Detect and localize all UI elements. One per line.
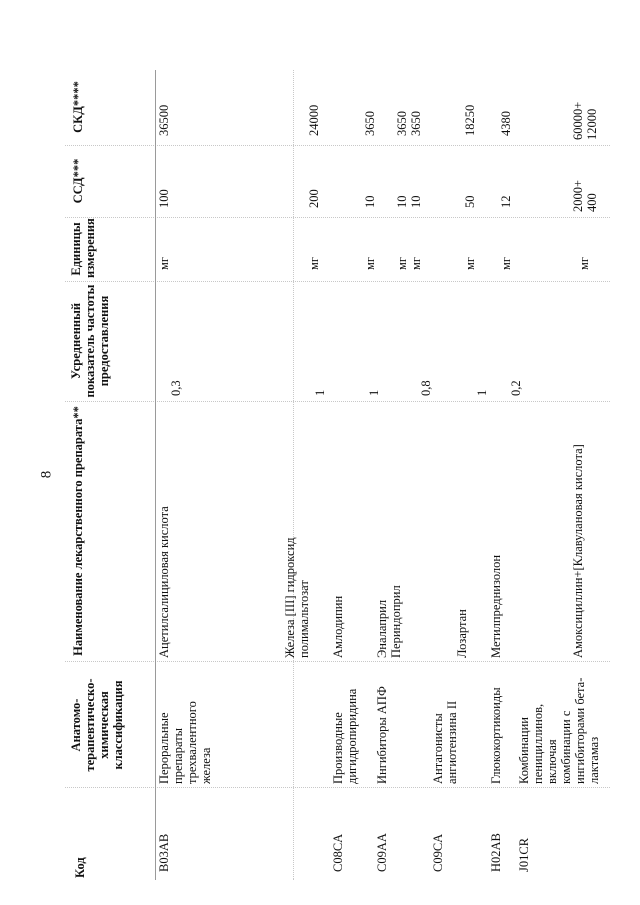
header-unit: Единицы измерения <box>69 218 97 278</box>
row-frequency: 1 <box>367 389 381 396</box>
row-unit: мг <box>363 256 377 270</box>
row-skd: 24000 <box>307 104 321 136</box>
row-unit: мг <box>499 256 513 270</box>
drug-table <box>65 70 610 880</box>
header-drug: Наименование лекарственного препарата** <box>71 406 85 656</box>
row-code: J01CR <box>517 837 531 872</box>
row-drug-name: Эналаприл <box>375 599 389 658</box>
header-skd: СКД**** <box>71 81 85 133</box>
row-skd: 4380 <box>499 111 513 136</box>
row-frequency: 1 <box>313 389 327 396</box>
row-skd: 3650 <box>363 111 377 136</box>
row-ssd: 100 <box>157 189 171 208</box>
row-unit: мг <box>307 256 321 270</box>
header-code: Код <box>73 857 87 878</box>
row-drug-name: Метилпреднизолон <box>489 554 503 658</box>
page-number: 8 <box>38 470 55 479</box>
row-unit: мг <box>409 256 423 270</box>
row-frequency: 0,8 <box>419 380 433 396</box>
row-frequency: 0,3 <box>169 380 183 396</box>
header-atc: Анатомо-терапевтическо-химическая классификация <box>69 678 125 772</box>
row-unit: мг <box>395 256 409 270</box>
row-code: C09AA <box>375 833 389 872</box>
row-classification: Ингибиторы АПФ <box>375 686 389 784</box>
row-classification: Производные дигидропиридина <box>331 688 359 784</box>
row-skd: 18250 <box>463 104 477 136</box>
row-unit: мг <box>157 256 171 270</box>
row-frequency: 0,2 <box>509 380 523 396</box>
row-code: B03AB <box>157 833 171 872</box>
row-code: C09CA <box>431 833 445 872</box>
row-code: C08CA <box>331 833 345 872</box>
row-ssd: 2000+ 400 <box>571 179 599 212</box>
row-frequency: 1 <box>475 389 489 396</box>
row-classification: Пероральные препараты трехвалентного железа <box>157 701 213 784</box>
row-ssd: 10 <box>409 195 423 208</box>
row-classification: Антагонисты ангиотензина II <box>431 700 459 784</box>
row-ssd: 12 <box>499 195 513 208</box>
header-frequency: Усредненный показатель частоты предоставления <box>69 284 111 398</box>
rotated-table <box>65 70 610 880</box>
row-ssd: 50 <box>463 195 477 208</box>
row-ssd: 10 <box>363 195 377 208</box>
row-drug-name: Железа [III] гидроксид полимальтозат <box>283 537 311 658</box>
row-drug-name: Периндоприл <box>389 585 403 658</box>
row-drug-name: Ацетилсалициловая кислота <box>157 506 171 658</box>
row-ssd: 200 <box>307 189 321 208</box>
row-ssd: 10 <box>395 195 409 208</box>
row-drug-name: Лозартан <box>455 609 469 658</box>
row-unit: мг <box>577 256 591 270</box>
row-code: H02AB <box>489 833 503 872</box>
row-skd: 3650 <box>409 111 423 136</box>
row-skd: 60000+ 12000 <box>571 101 599 140</box>
row-drug-name: Амлодипин <box>331 595 345 658</box>
row-classification: Комбинации пенициллинов, включая комбинации с ингибиторами бета-лактамаз <box>517 677 601 784</box>
row-unit: мг <box>463 256 477 270</box>
row-classification: Глюкокортикоиды <box>489 687 503 784</box>
header-ssd: ССД*** <box>71 158 85 204</box>
row-skd: 36500 <box>157 104 171 136</box>
row-skd: 3650 <box>395 111 409 136</box>
row-drug-name: Амоксициллин+[Клавулановая кислота] <box>571 444 585 658</box>
